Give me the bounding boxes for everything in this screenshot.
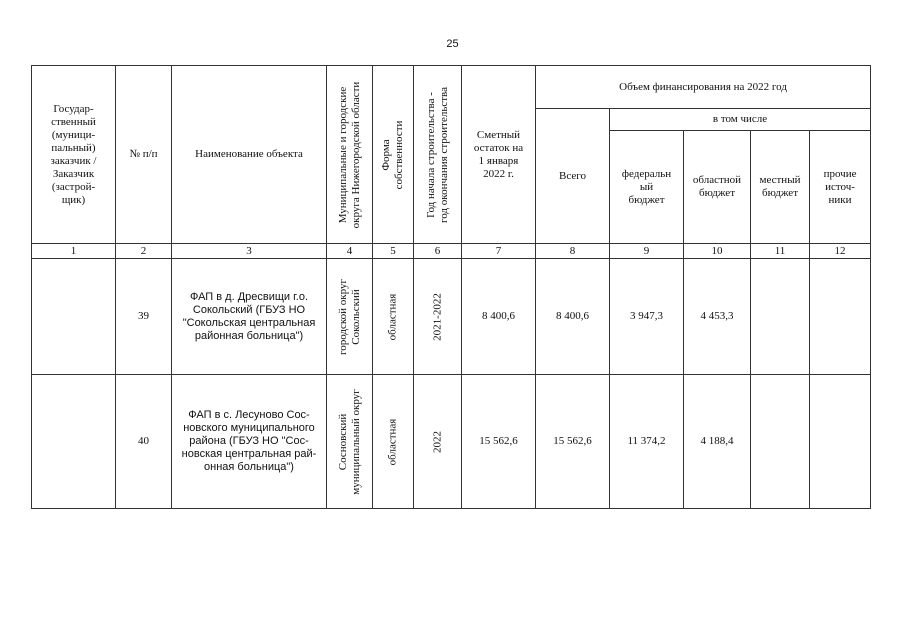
- row-district: [327, 259, 373, 375]
- row-index: 39: [116, 259, 172, 375]
- row-object-name: ФАП в с. Лесуново Сос- новского муниципального района (ГБУЗ НО "Сос- новская центральная рай- онная больница"): [172, 375, 327, 509]
- column-number: 3: [172, 244, 327, 259]
- column-number: 9: [610, 244, 684, 259]
- row-local: [751, 259, 810, 375]
- row-customer: [32, 259, 116, 375]
- row-customer: [32, 375, 116, 509]
- row-estimate: 8 400,6: [462, 259, 536, 375]
- row-federal: 3 947,3: [610, 259, 684, 375]
- row-regional: 4 453,3: [684, 259, 751, 375]
- row-ownership-text: областная: [386, 293, 399, 340]
- column-number: 11: [751, 244, 810, 259]
- row-district: [327, 375, 373, 509]
- row-ownership: [373, 259, 414, 375]
- header-including: в том числе: [610, 109, 871, 131]
- row-district-text: Сосновский муниципальный округ: [336, 388, 362, 495]
- header-total: Всего: [536, 109, 610, 244]
- column-numbers-row: [32, 244, 871, 259]
- row-ownership: [373, 375, 414, 509]
- header-local: местный бюджет: [751, 131, 810, 244]
- row-ownership-text: областная: [386, 418, 399, 465]
- header-other: прочие источ- ники: [810, 131, 871, 244]
- header-district-text: Муниципальные и городские округа Нижегородской области: [336, 81, 362, 228]
- row-index: 40: [116, 375, 172, 509]
- header-customer: Государ- ственный (муници- пальный) заказчик / Заказчик (застрой- щик): [32, 66, 116, 244]
- row-years-text: 2022: [431, 430, 443, 453]
- column-number: 5: [373, 244, 414, 259]
- column-number: 12: [810, 244, 871, 259]
- row-district-text: городской округ Сокольский: [336, 278, 362, 355]
- table-row: [32, 375, 871, 509]
- page-number: 25: [446, 38, 459, 50]
- row-total: 8 400,6: [536, 259, 610, 375]
- column-number: 7: [462, 244, 536, 259]
- header-ownership: [373, 66, 414, 244]
- table-row: [32, 259, 871, 375]
- row-estimate: 15 562,6: [462, 375, 536, 509]
- header-federal: федеральн ый бюджет: [610, 131, 684, 244]
- header-row: [32, 66, 871, 109]
- row-other: [810, 375, 871, 509]
- row-object-name: ФАП в д. Дресвищи г.о. Сокольский (ГБУЗ НО "Сокольская центральная районная больница"): [172, 259, 327, 375]
- header-index: № п/п: [116, 66, 172, 244]
- header-district: [327, 66, 373, 244]
- row-years: [414, 375, 462, 509]
- row-local: [751, 375, 810, 509]
- column-number: 8: [536, 244, 610, 259]
- row-federal: 11 374,2: [610, 375, 684, 509]
- column-number: 10: [684, 244, 751, 259]
- row-other: [810, 259, 871, 375]
- header-financing: Объем финансирования на 2022 год: [536, 66, 871, 109]
- row-regional: 4 188,4: [684, 375, 751, 509]
- financing-table: [31, 65, 871, 509]
- row-total: 15 562,6: [536, 375, 610, 509]
- header-years-text: Год начала строительства - год окончания строительства: [424, 86, 450, 223]
- column-number: 1: [32, 244, 116, 259]
- header-object-name: Наименование объекта: [172, 66, 327, 244]
- column-number: 6: [414, 244, 462, 259]
- row-years-text: 2021-2022: [431, 292, 443, 341]
- header-ownership-text: Форма собственности: [380, 120, 405, 189]
- column-number: 4: [327, 244, 373, 259]
- column-number: 2: [116, 244, 172, 259]
- header-years: [414, 66, 462, 244]
- header-estimate: Сметный остаток на 1 января 2022 г.: [462, 66, 536, 244]
- row-years: [414, 259, 462, 375]
- header-regional: областной бюджет: [684, 131, 751, 244]
